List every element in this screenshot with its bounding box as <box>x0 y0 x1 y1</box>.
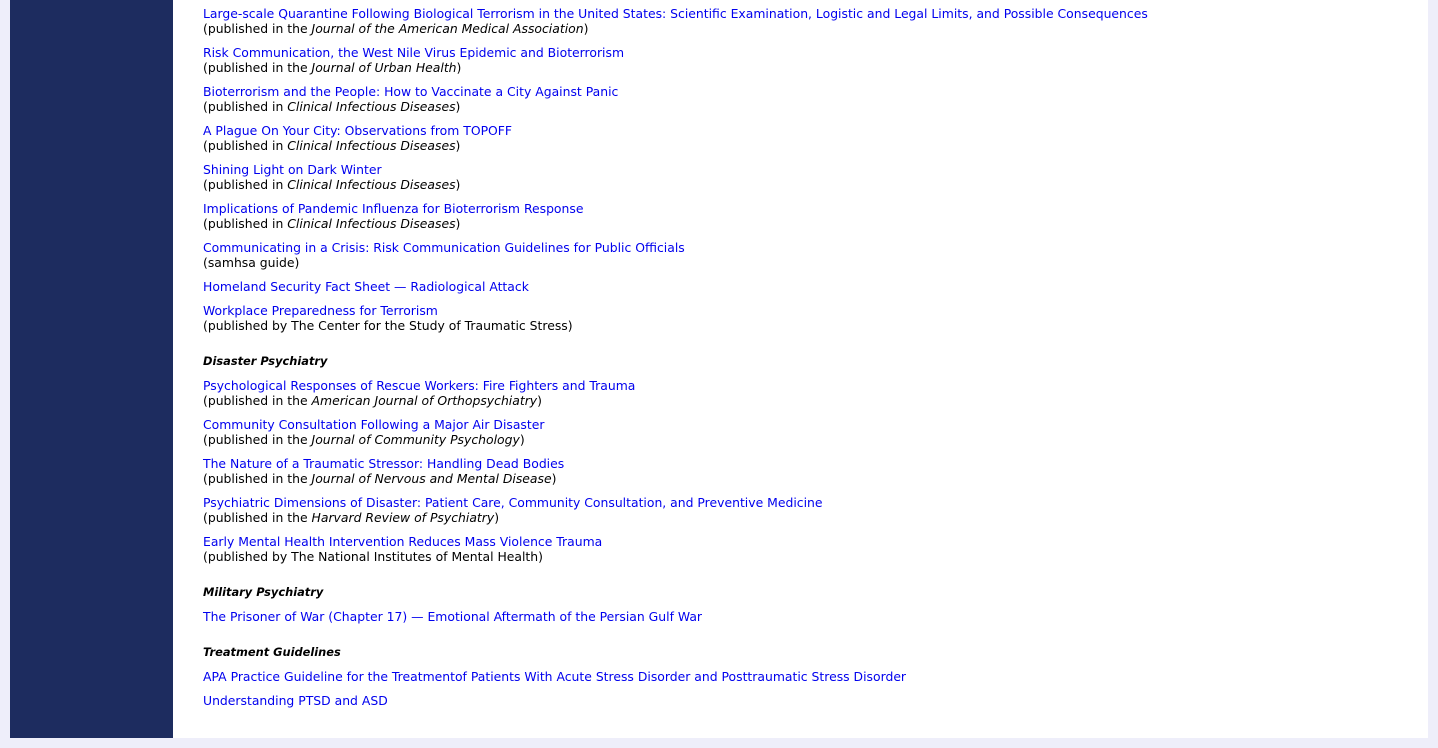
article-link[interactable]: Psychiatric Dimensions of Disaster: Patient Care, Community Consultation, and Preventive Medicine <box>203 495 823 510</box>
note-prefix: (published in the <box>203 60 312 75</box>
note-suffix: ) <box>455 99 461 114</box>
bioterrorism-list <box>203 6 1403 333</box>
list-item <box>203 378 1403 408</box>
article-link[interactable]: Early Mental Health Intervention Reduces Mass Violence Trauma <box>203 534 603 549</box>
list-item <box>203 417 1403 447</box>
list-item <box>203 669 1403 684</box>
publication-note <box>203 99 1403 114</box>
note-suffix: ) <box>494 510 500 525</box>
publication-note <box>203 318 1403 333</box>
journal-name: Clinical Infectious Diseases <box>287 216 456 231</box>
sidebar <box>10 0 173 738</box>
article-link[interactable]: Shining Light on Dark Winter <box>203 162 382 177</box>
list-item <box>203 201 1403 231</box>
note-prefix: (published by The National Institutes of Mental Health) <box>203 549 543 564</box>
publication-note <box>203 393 1403 408</box>
note-prefix: (published in <box>203 138 288 153</box>
article-link[interactable]: Risk Communication, the West Nile Virus Epidemic and Bioterrorism <box>203 45 625 60</box>
publication-note <box>203 177 1403 192</box>
article-link[interactable]: Understanding PTSD and ASD <box>203 693 388 708</box>
military-list <box>203 609 1403 624</box>
disaster-list <box>203 378 1403 564</box>
note-prefix: (published in <box>203 99 288 114</box>
treatment-list <box>203 669 1403 708</box>
note-suffix: ) <box>455 138 461 153</box>
note-prefix: (published in the <box>203 510 312 525</box>
note-suffix: ) <box>455 216 461 231</box>
note-suffix: ) <box>456 60 462 75</box>
article-link[interactable]: Homeland Security Fact Sheet — Radiological Attack <box>203 279 529 294</box>
journal-name: American Journal of Orthopsychiatry <box>311 393 538 408</box>
journal-name: Journal of Nervous and Mental Disease <box>311 471 552 486</box>
section-heading-treatment: Treatment Guidelines <box>203 645 341 659</box>
list-item <box>203 6 1403 36</box>
publication-note <box>203 471 1403 486</box>
list-item <box>203 279 1403 294</box>
journal-name: Clinical Infectious Diseases <box>287 177 456 192</box>
journal-name: Journal of the American Medical Association <box>311 21 584 36</box>
note-prefix: (samhsa guide) <box>203 255 300 270</box>
list-item <box>203 609 1403 624</box>
note-suffix: ) <box>537 393 542 408</box>
note-prefix: (published in <box>203 177 288 192</box>
note-prefix: (published by The Center for the Study of Traumatic Stress) <box>203 318 573 333</box>
note-prefix: (published in the <box>203 393 312 408</box>
journal-name: Harvard Review of Psychiatry <box>311 510 495 525</box>
publication-note <box>203 138 1403 153</box>
journal-name: Journal of Community Psychology <box>311 432 520 447</box>
publication-note <box>203 510 1403 525</box>
publication-note <box>203 432 1403 447</box>
note-prefix: (published in the <box>203 432 312 447</box>
note-prefix: (published in the <box>203 21 312 36</box>
publication-note <box>203 255 1403 270</box>
list-item <box>203 495 1403 525</box>
article-link[interactable]: A Plague On Your City: Observations from TOPOFF <box>203 123 513 138</box>
article-link[interactable]: APA Practice Guideline for the Treatmentof Patients With Acute Stress Disorder and Posttraumatic Stress Disorder <box>203 669 907 684</box>
list-item <box>203 84 1403 114</box>
article-link[interactable]: Psychological Responses of Rescue Workers: Fire Fighters and Trauma <box>203 378 636 393</box>
article-link[interactable]: Implications of Pandemic Influenza for Bioterrorism Response <box>203 201 584 216</box>
list-item <box>203 162 1403 192</box>
page <box>10 0 1428 738</box>
list-item <box>203 456 1403 486</box>
article-link[interactable]: The Prisoner of War (Chapter 17) — Emotional Aftermath of the Persian Gulf War <box>203 609 703 624</box>
list-item <box>203 693 1403 708</box>
note-suffix: ) <box>455 177 461 192</box>
journal-name: Clinical Infectious Diseases <box>287 138 456 153</box>
article-link[interactable]: Bioterrorism and the People: How to Vaccinate a City Against Panic <box>203 84 619 99</box>
article-link[interactable]: The Nature of a Traumatic Stressor: Handling Dead Bodies <box>203 456 565 471</box>
article-link[interactable]: Workplace Preparedness for Terrorism <box>203 303 438 318</box>
section-heading-disaster: Disaster Psychiatry <box>203 354 328 368</box>
note-prefix: (published in <box>203 216 288 231</box>
note-suffix: ) <box>583 21 589 36</box>
publication-note <box>203 549 1403 564</box>
publication-note <box>203 60 1403 75</box>
article-link[interactable]: Community Consultation Following a Major Air Disaster <box>203 417 545 432</box>
section-heading-military: Military Psychiatry <box>203 585 324 599</box>
journal-name: Clinical Infectious Diseases <box>287 99 456 114</box>
list-item <box>203 240 1403 270</box>
article-link[interactable]: Large-scale Quarantine Following Biological Terrorism in the United States: Scientific Examination, Logistic and Legal Limits, and Possible Consequences <box>203 6 1148 21</box>
journal-name: Journal of Urban Health <box>311 60 457 75</box>
list-item <box>203 303 1403 333</box>
list-item <box>203 534 1403 564</box>
publication-note <box>203 21 1403 36</box>
list-item <box>203 45 1403 75</box>
list-item <box>203 123 1403 153</box>
note-suffix: ) <box>519 432 525 447</box>
article-link[interactable]: Communicating in a Crisis: Risk Communication Guidelines for Public Officials <box>203 240 685 255</box>
note-suffix: ) <box>551 471 557 486</box>
note-prefix: (published in the <box>203 471 312 486</box>
publication-note <box>203 216 1403 231</box>
content-column <box>203 0 1403 717</box>
